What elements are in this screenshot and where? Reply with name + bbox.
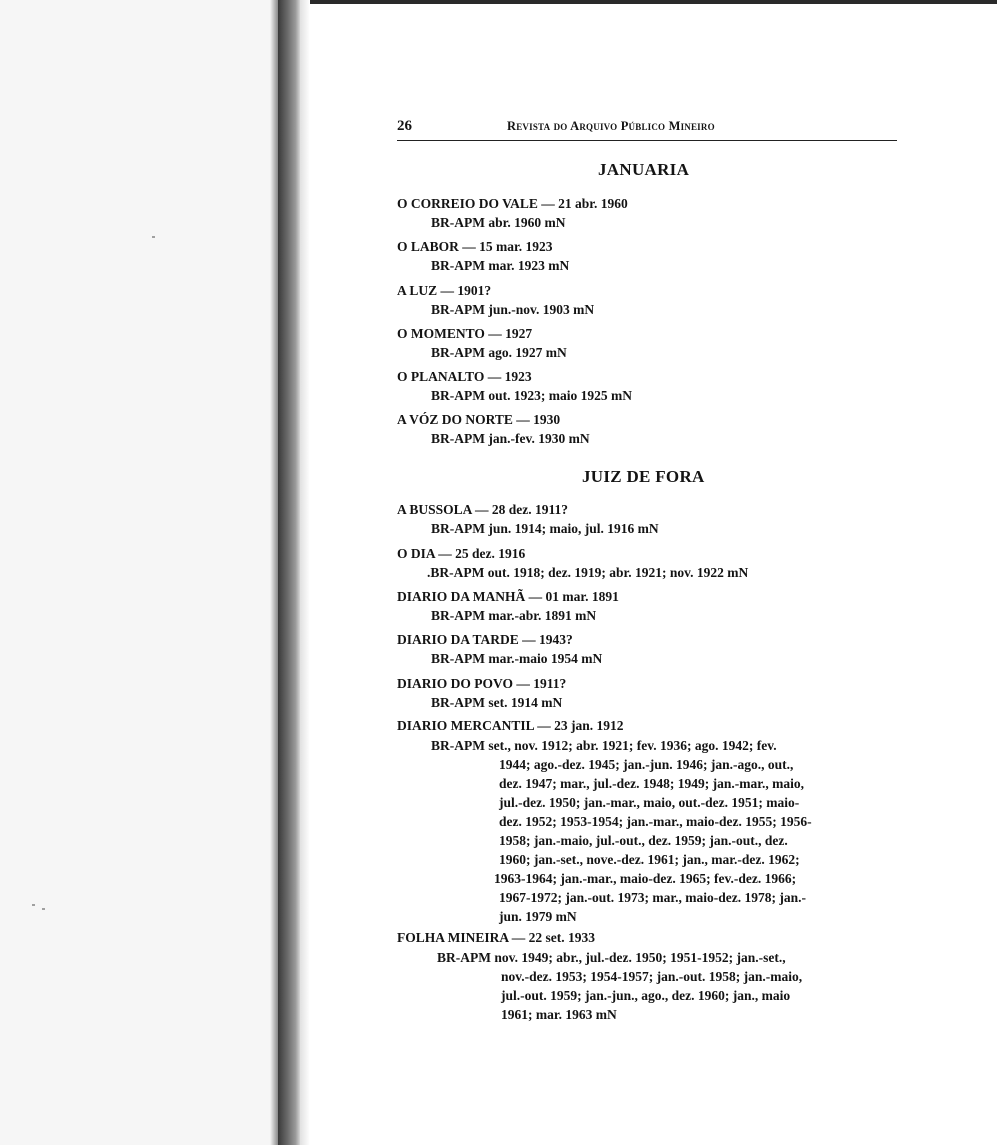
entry-title: O CORREIO DO VALE — 21 abr. 1960 [397, 196, 628, 211]
holdings-line: 1961; mar. 1963 mN [501, 1007, 617, 1022]
holdings-line: nov.-dez. 1953; 1954-1957; jan.-out. 1958; jan.-maio, [501, 969, 803, 984]
entry-holdings: BR-APM set. 1914 mN [431, 695, 563, 710]
entry-title: FOLHA MINEIRA — 22 set. 1933 [397, 930, 596, 945]
entry-holdings: BR-APM out. 1923; maio 1925 mN [431, 388, 632, 403]
entry-title: O LABOR — 15 mar. 1923 [397, 239, 553, 254]
page-header [397, 118, 897, 141]
entry-holdings: BR-APM ago. 1927 mN [431, 345, 567, 360]
entry-title: DIARIO DA MANHÃ — 01 mar. 1891 [397, 589, 619, 604]
entry-title: DIARIO DA TARDE — 1943? [397, 632, 573, 647]
entry-title: DIARIO DO POVO — 1911? [397, 676, 567, 691]
holdings-line: BR-APM nov. 1949; abr., jul.-dez. 1950; 1951-1952; jan.-set., [437, 950, 786, 965]
book-spine [278, 0, 300, 1145]
entry-title: O PLANALTO — 1923 [397, 369, 532, 384]
entry-holdings: BR-APM mar. 1923 mN [431, 258, 570, 273]
entry-holdings: BR-APM jan.-fev. 1930 mN [431, 431, 590, 446]
entry-holdings: BR-APM jun.-nov. 1903 mN [431, 302, 595, 317]
holdings-line: 1944; ago.-dez. 1945; jan.-jun. 1946; jan.-ago., out., [499, 757, 794, 772]
holdings-line: 1967-1972; jan.-out. 1973; mar., maio-dez. 1978; jan.- [499, 890, 806, 905]
holdings-line: jul.-dez. 1950; jan.-mar., maio, out.-dez. 1951; maio- [499, 795, 800, 810]
paper-speck [32, 904, 35, 906]
spine-highlight [300, 0, 310, 1145]
entry-holdings: BR-APM mar.-maio 1954 mN [431, 651, 603, 666]
entry-holdings: BR-APM mar.-abr. 1891 mN [431, 608, 597, 623]
paper-speck [42, 908, 45, 910]
paper-speck [152, 236, 155, 238]
entry-title: A LUZ — 1901? [397, 283, 492, 298]
entry-title: DIARIO MERCANTIL — 23 jan. 1912 [397, 718, 624, 733]
entry-title: O DIA — 25 dez. 1916 [397, 546, 526, 561]
page-number: 26 [397, 118, 412, 134]
holdings-line: dez. 1947; mar., jul.-dez. 1948; 1949; jan.-mar., maio, [499, 776, 804, 791]
facing-page-blank [0, 0, 278, 1145]
holdings-line: jun. 1979 mN [499, 909, 577, 924]
entry-title: A VÓZ DO NORTE — 1930 [397, 412, 561, 427]
holdings-line: 1958; jan.-maio, jul.-out., dez. 1959; jan.-out., dez. [499, 833, 788, 848]
holdings-line: 1963-1964; jan.-mar., maio-dez. 1965; fev.-dez. 1966; [494, 871, 797, 886]
holdings-line: BR-APM set., nov. 1912; abr. 1921; fev. 1936; ago. 1942; fev. [431, 738, 777, 753]
holdings-line: 1960; jan.-set., nove.-dez. 1961; jan., mar.-dez. 1962; [499, 852, 800, 867]
section-heading-januaria: JANUARIA [598, 160, 690, 179]
section-heading-juiz-de-fora: JUIZ DE FORA [582, 467, 705, 486]
running-title: Revista do Arquivo Público Mineiro [507, 119, 715, 133]
entry-title: A BUSSOLA — 28 dez. 1911? [397, 502, 569, 517]
entry-holdings: .BR-APM out. 1918; dez. 1919; abr. 1921; nov. 1922 mN [427, 565, 749, 580]
page-fold-shadow [270, 0, 278, 1145]
entry-title: O MOMENTO — 1927 [397, 326, 533, 341]
entry-holdings: BR-APM jun. 1914; maio, jul. 1916 mN [431, 521, 659, 536]
holdings-line: dez. 1952; 1953-1954; jan.-mar., maio-dez. 1955; 1956- [499, 814, 812, 829]
entry-holdings: BR-APM abr. 1960 mN [431, 215, 566, 230]
holdings-line: jul.-out. 1959; jan.-jun., ago., dez. 1960; jan., maio [501, 988, 791, 1003]
